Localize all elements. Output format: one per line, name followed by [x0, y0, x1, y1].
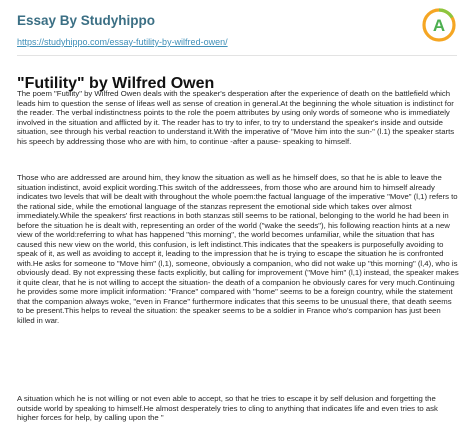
- page-url-link[interactable]: https://studyhippo.com/essay-futility-by-wilfred-owen/: [17, 37, 228, 47]
- essay-paragraph-2: Those who are addressed are around him, they know the situation as well as he himself does, so that he is able to leave the situation indistinct, avoid explicit wording.This switch of the addressees, from those who are around him to himself already indicates two levels that will be dealt with throughout the whole poem:the factual language of the imperative "Move" (l,1) refers to the rational side, while the emotional language of the stanzas represent the emotional side which takes over almost immediately.While the speakers' first reactions in both stanzas still seems to be rational, belonging to the world he had been in before the situation he is dealt with, representing an order of the world ("wake the seeds"), his following reaction hints at a new view of the world:referring to what has happened "this morning", the world becomes unfamiliar, while the situation that has caused this new view on the world, this confusion, is left indistinct.This indicates that the speakers is purposefully avoiding to speak of it, as well as avoiding to accept it, leading to the impression that he is trying to escape the situation he is confronted with.He asks for someone to "Move him" (l,1), someone, obviously a companion, who did not wake up "this morning" (l,4), who is obviously dead. By not expressing these facts explicitly, but calling for improvement ("Move him" (l,1) instead, the speaker makes it quite clear, that he is not willing to accept the situation- the death of a companion he obviously cares for very much.Continuing he provides some more implicit information: "France" compared with "home" seems to be a foreign country, while the statement that the companion always woke, "even in France" furthermore indicates that this seems to be unusual there, that death seems to be present.This helps to reveal the situation: the speaker seems to be a soldier in France who's companion has just been killed in war.: [17, 173, 459, 325]
- header-divider: [17, 55, 457, 56]
- site-title[interactable]: Essay By Studyhippo: [17, 13, 156, 28]
- essay-title: "Futility" by Wilfred Owen: [17, 74, 215, 92]
- essay-paragraph-1: The poem "Futility" by Wilfred Owen deals with the speaker's desperation after the experience of death on the battlefield which leads him to question the sense of lifeas well as sense of creation in general.At the beginning the whole situation is indistinct for the reader. The verbal indistinctness points to the role the poem attributes by using only words of someone who is immediately involved in the situation and afflicted by it. The reader has to try to infer, to try to understand the speaker's inside and outside situation, see through his verbal reaction to understand it.With the imperative of "Move him into the sun-" (l.1) the speaker starts his speech by addressing those who are with him, to continue -after a pause- speaking to himself.: [17, 89, 455, 146]
- essay-paragraph-3: A situation which he is not willing or not even able to accept, so that he tries to escape it by self delusion and forgetting the outside world by speaking to himself.He almost desperately tries to cling to anything that indicates life and even tries to ask higher forces for help, by calling upon the ": [17, 394, 438, 422]
- logo-letter: A: [432, 16, 446, 35]
- studyhippo-logo-icon[interactable]: [421, 7, 457, 43]
- site-header: [0, 0, 474, 55]
